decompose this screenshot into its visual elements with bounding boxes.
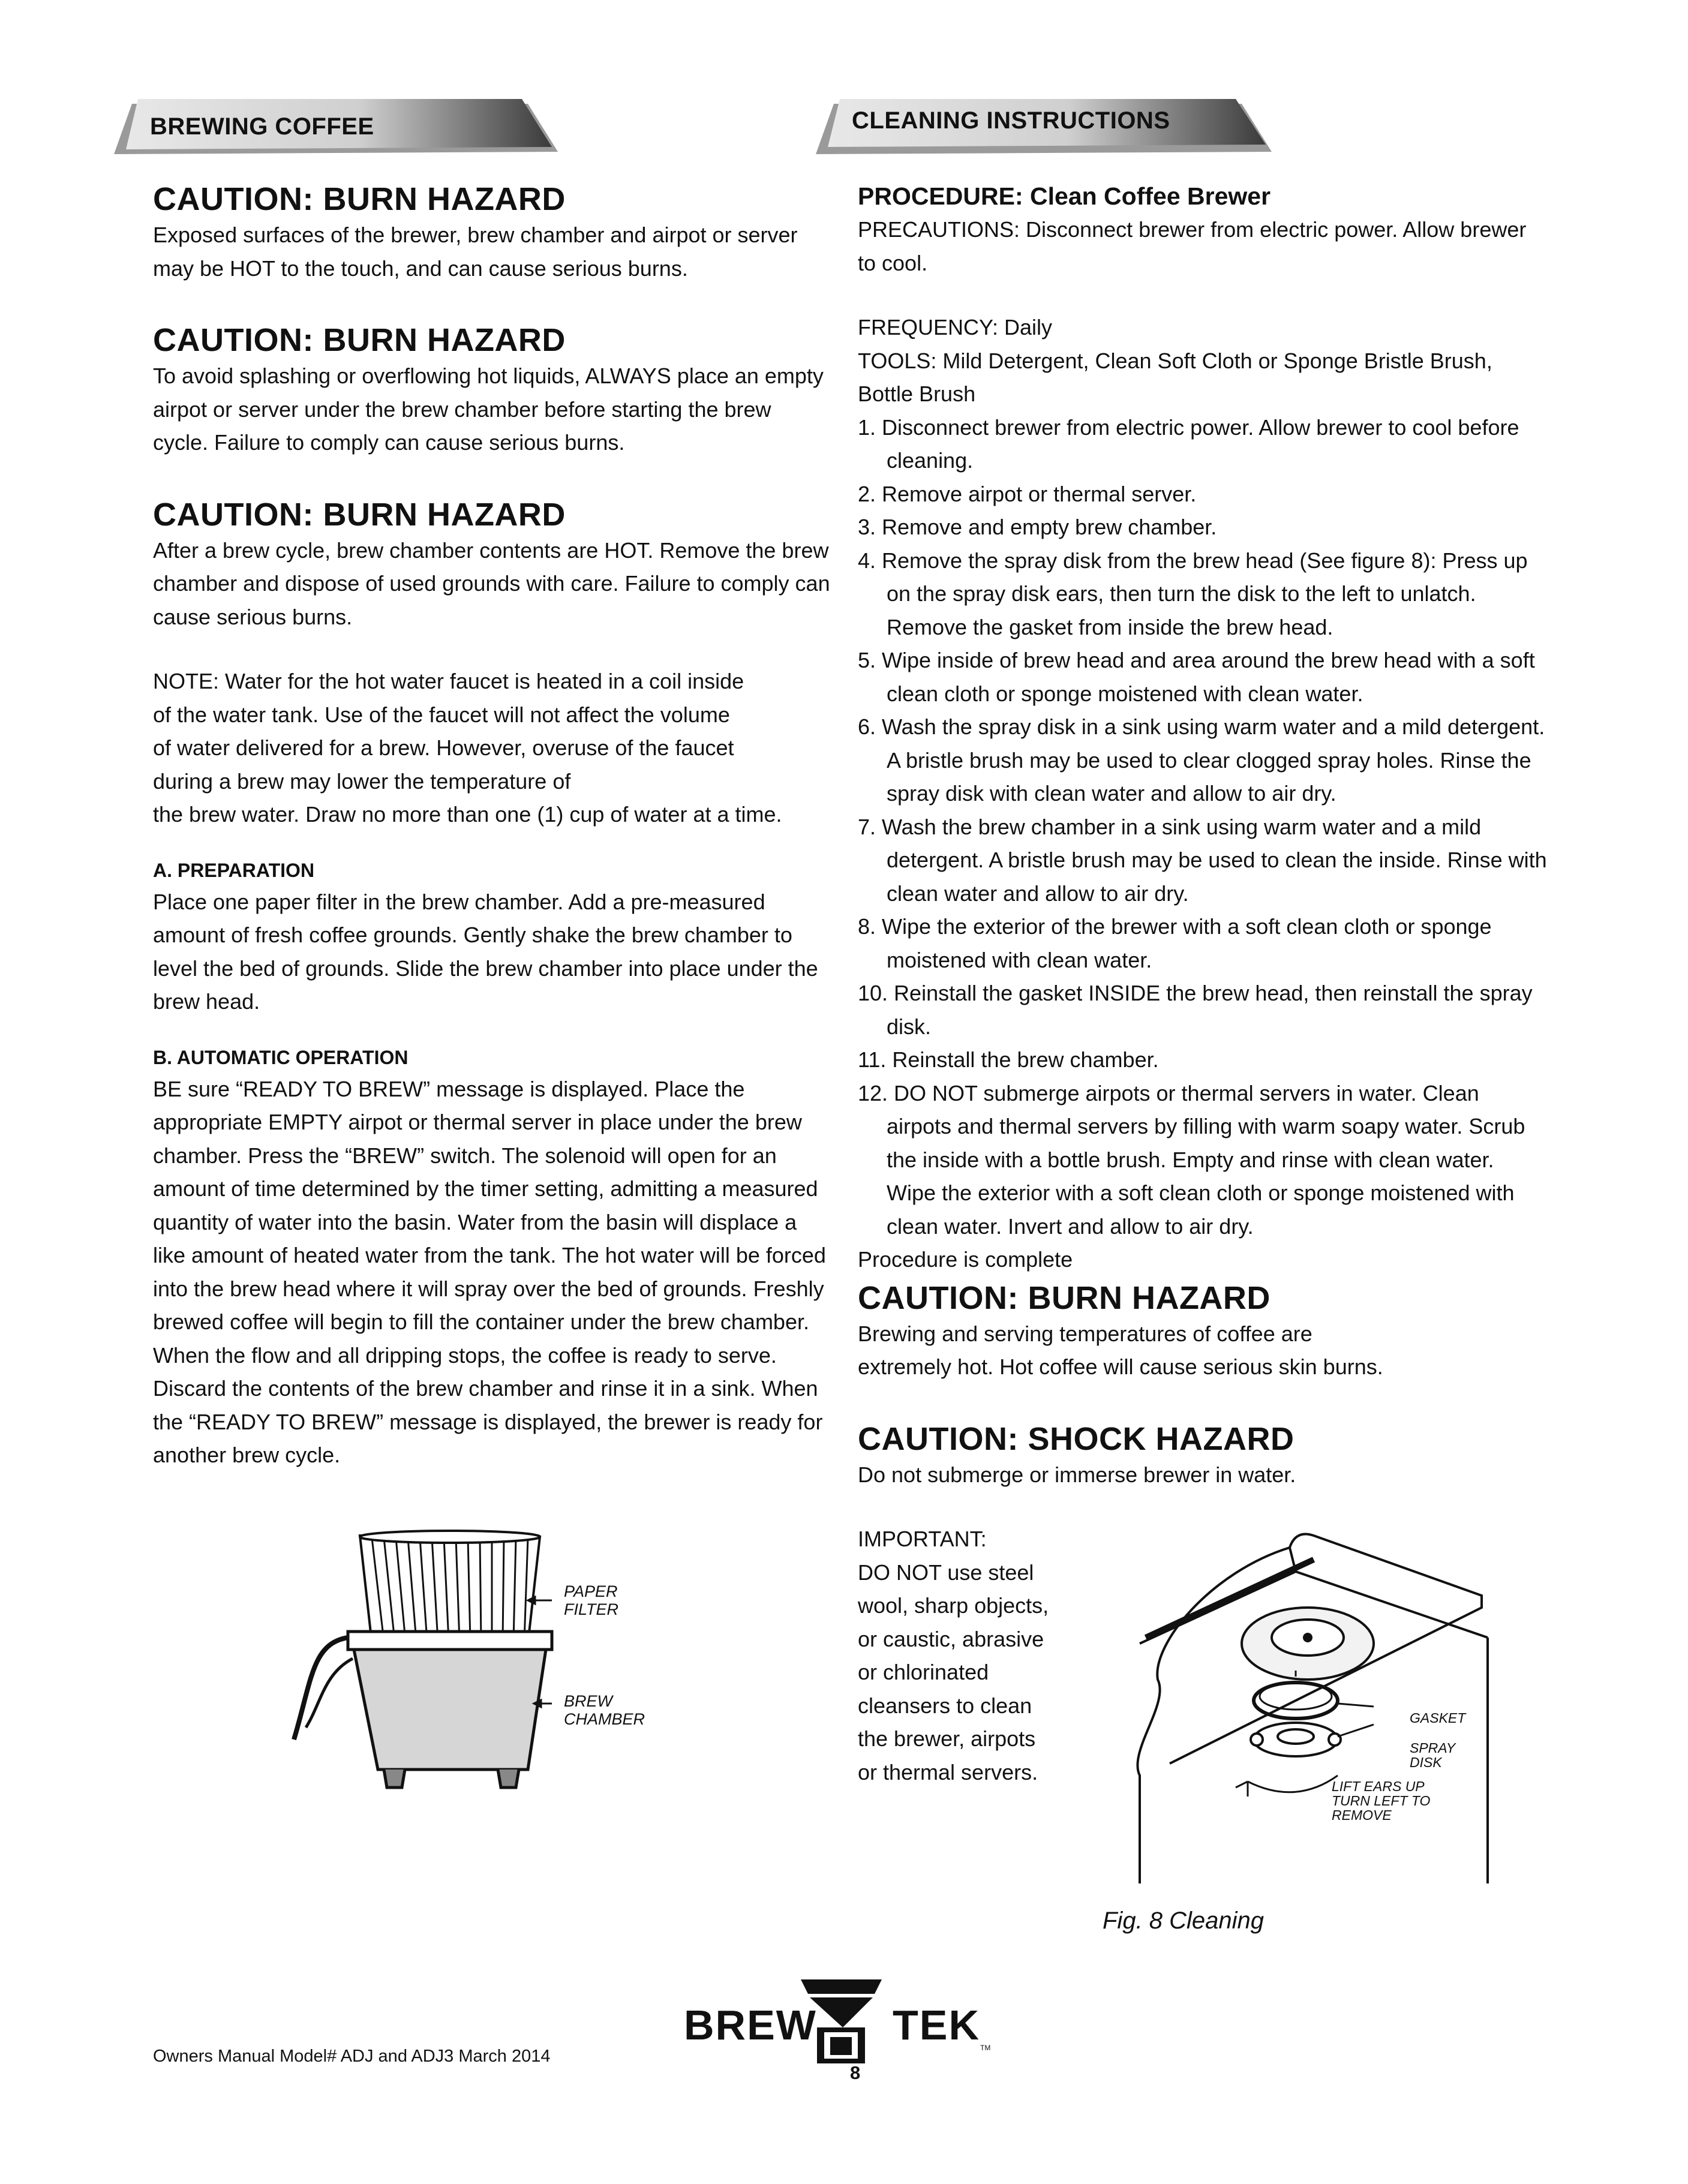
tools-text: TOOLS: Mild Detergent, Clean Soft Cloth or Sponge Bristle Brush, Bottle Brush [858, 348, 1492, 406]
frequency-text: FREQUENCY: Daily [858, 315, 1053, 340]
procedure-complete-text: Procedure is complete [858, 1247, 1073, 1272]
caution-heading: CAUTION: BURN HAZARD [858, 1279, 1270, 1316]
list-item: 4. Remove the spray disk from the brew head (See figure 8): Press up on the spray disk ears, then turn the disk to the left to unlatch. Remove the gasket from inside the brew head. [858, 548, 1528, 639]
brewtek-logo [684, 1979, 1008, 2063]
page-number: 8 [850, 2062, 861, 2083]
caution-heading: CAUTION: BURN HAZARD [153, 322, 566, 358]
important-line: or thermal servers. [858, 1759, 1038, 1785]
paper-filter-label: PAPER [564, 1582, 618, 1600]
note-line: during a brew may lower the temperature of [153, 768, 571, 794]
spray-disk-drawing [1251, 1723, 1341, 1756]
list-item: 12. DO NOT submerge airpots or thermal servers in water. Clean airpots and thermal servers by filling with warm soapy water. Scrub the inside with a bottle brush. Empty and rinse with clean water. Wipe the exterior with a soft clean cloth or sponge moistened with clean water. Invert and allow to air dry. [858, 1080, 1525, 1239]
important-note [858, 1522, 1110, 1789]
note-line: the brew water. Draw no more than one (1) cup of water at a time. [153, 802, 782, 827]
lift-ears-label: LIFT EARS UP [1332, 1779, 1425, 1794]
list-item: 10. Reinstall the gasket INSIDE the brew head, then reinstall the spray disk. [858, 981, 1533, 1039]
precautions-text: PRECAUTIONS: Disconnect brewer from electric power. Allow brewer to cool. [858, 217, 1527, 275]
important-line: or chlorinated [858, 1660, 989, 1684]
chamber-drawing [294, 1632, 552, 1788]
tab-label: BREWING COFFEE [150, 113, 374, 140]
caution-text: Do not submerge or immerse brewer in water. [858, 1462, 1296, 1487]
logo-text-tek: TEK [893, 2002, 980, 2048]
paper-filter-label: FILTER [564, 1600, 619, 1618]
note-line: of water delivered for a brew. However, overuse of the faucet [153, 735, 734, 760]
brew-head-drawing [1242, 1608, 1374, 1680]
caution-heading: CAUTION: BURN HAZARD [153, 181, 566, 217]
automatic-operation-heading: B. AUTOMATIC OPERATION [153, 1046, 409, 1068]
preparation-heading: A. PREPARATION [153, 859, 315, 881]
logo-text-brew: BREW [684, 2002, 817, 2048]
caution-text: To avoid splashing or overflowing hot liquids, ALWAYS place an empty airpot or server under the brew chamber before starting the brew cycle. Failure to comply can cause serious burns. [153, 364, 824, 455]
section-tab-brewing [114, 99, 570, 154]
important-line: or caustic, abrasive [858, 1626, 1044, 1651]
brew-head-cleaning-illustration [1092, 1524, 1512, 1883]
lift-ears-label: TURN LEFT TO [1332, 1793, 1431, 1809]
section-tab-cleaning [816, 99, 1284, 154]
list-item: 5. Wipe inside of brew head and area around the brew head with a soft clean cloth or sponge moistened with clean water. [858, 648, 1535, 706]
note-line: of the water tank. Use of the faucet will not affect the volume [153, 702, 730, 727]
list-item: 1. Disconnect brewer from electric power. Allow brewer to cool before cleaning. [858, 414, 1519, 473]
rotation-arrow [1236, 1776, 1338, 1797]
list-item: 3. Remove and empty brew chamber. [858, 515, 1217, 539]
note-block [153, 665, 831, 831]
gasket-label: GASKET [1410, 1710, 1466, 1726]
list-item: 7. Wash the brew chamber in a sink using warm water and a mild detergent. A bristle brush may be used to clean the inside. Rinse with clean water and allow to air dry. [858, 814, 1547, 906]
caution-text: extremely hot. Hot coffee will cause serious skin burns. [858, 1354, 1383, 1379]
brew-chamber-illustration [288, 1524, 708, 1794]
spray-disk-label: SPRAY [1410, 1740, 1456, 1756]
caution-heading: CAUTION: SHOCK HAZARD [858, 1420, 1294, 1457]
list-item: 11. Reinstall the brew chamber. [858, 1047, 1159, 1072]
procedure-title: PROCEDURE: Clean Coffee Brewer [858, 182, 1271, 210]
cleaning-steps-list [858, 411, 1548, 1243]
brew-chamber-label: CHAMBER [564, 1710, 645, 1728]
caution-text: After a brew cycle, brew chamber contents are HOT. Remove the brew chamber and dispose of used grounds with care. Failure to comply can cause serious burns. [153, 537, 830, 629]
spray-disk-label: DISK [1410, 1755, 1442, 1770]
figure-caption: Fig. 8 Cleaning [1103, 1907, 1265, 1934]
trademark-symbol: TM [980, 2044, 991, 2052]
important-line: IMPORTANT: [858, 1527, 987, 1551]
lift-ears-label: REMOVE [1332, 1807, 1392, 1823]
preparation-text: Place one paper filter in the brew chamber. Add a pre-measured amount of fresh coffee grounds. Gently shake the brew chamber to level the bed of grounds. Slide the brew chamber into place under the brew head. [153, 889, 818, 1014]
paper-filter-drawing [360, 1531, 540, 1644]
important-line: DO NOT use steel [858, 1560, 1034, 1585]
caution-heading: CAUTION: BURN HAZARD [153, 496, 566, 533]
caution-text: Brewing and serving temperatures of coffee are [858, 1321, 1312, 1346]
important-line: wool, sharp objects, [858, 1593, 1049, 1618]
caution-text: Exposed surfaces of the brewer, brew chamber and airpot or server may be HOT to the touch, and can cause serious burns. [153, 223, 798, 281]
list-item: 8. Wipe the exterior of the brewer with a soft clean cloth or sponge moistened with clean water. [858, 914, 1492, 972]
brew-chamber-label: BREW [564, 1692, 612, 1710]
list-item: 6. Wash the spray disk in a sink using warm water and a mild detergent. A bristle brush may be used to clear clogged spray holes. Rinse the spray disk with clean water and allow to air dry. [858, 714, 1545, 806]
note-line: NOTE: Water for the hot water faucet is heated in a coil inside [153, 669, 744, 693]
brewing-column [153, 180, 831, 1472]
list-item: 2. Remove airpot or thermal server. [858, 481, 1197, 506]
important-line: the brewer, airpots [858, 1726, 1036, 1751]
tab-label: CLEANING INSTRUCTIONS [852, 107, 1170, 134]
automatic-operation-text: BE sure “READY TO BREW” message is displayed. Place the appropriate EMPTY airpot or thermal server in place under the brew chamber. Press the “BREW” switch. The solenoid will open for an amount of time determined by the timer setting, admitting a measured quantity of water into the basin. Water from the basin will displace a like amount of heated water from the tank. The hot water will be forced into the brew head where it will spray over the bed of grounds. Freshly brewed coffee will begin to fill the container under the brew chamber. When the flow and all dripping stops, the coffee is ready to serve. Discard the contents of the brew chamber and rinse it in a sink. When the “READY TO BREW” message is displayed, the brewer is ready for another brew cycle. [153, 1076, 826, 1467]
important-line: cleansers to clean [858, 1693, 1032, 1718]
manual-footer-text: Owners Manual Model# ADJ and ADJ3 March 2014 [153, 2047, 551, 2066]
